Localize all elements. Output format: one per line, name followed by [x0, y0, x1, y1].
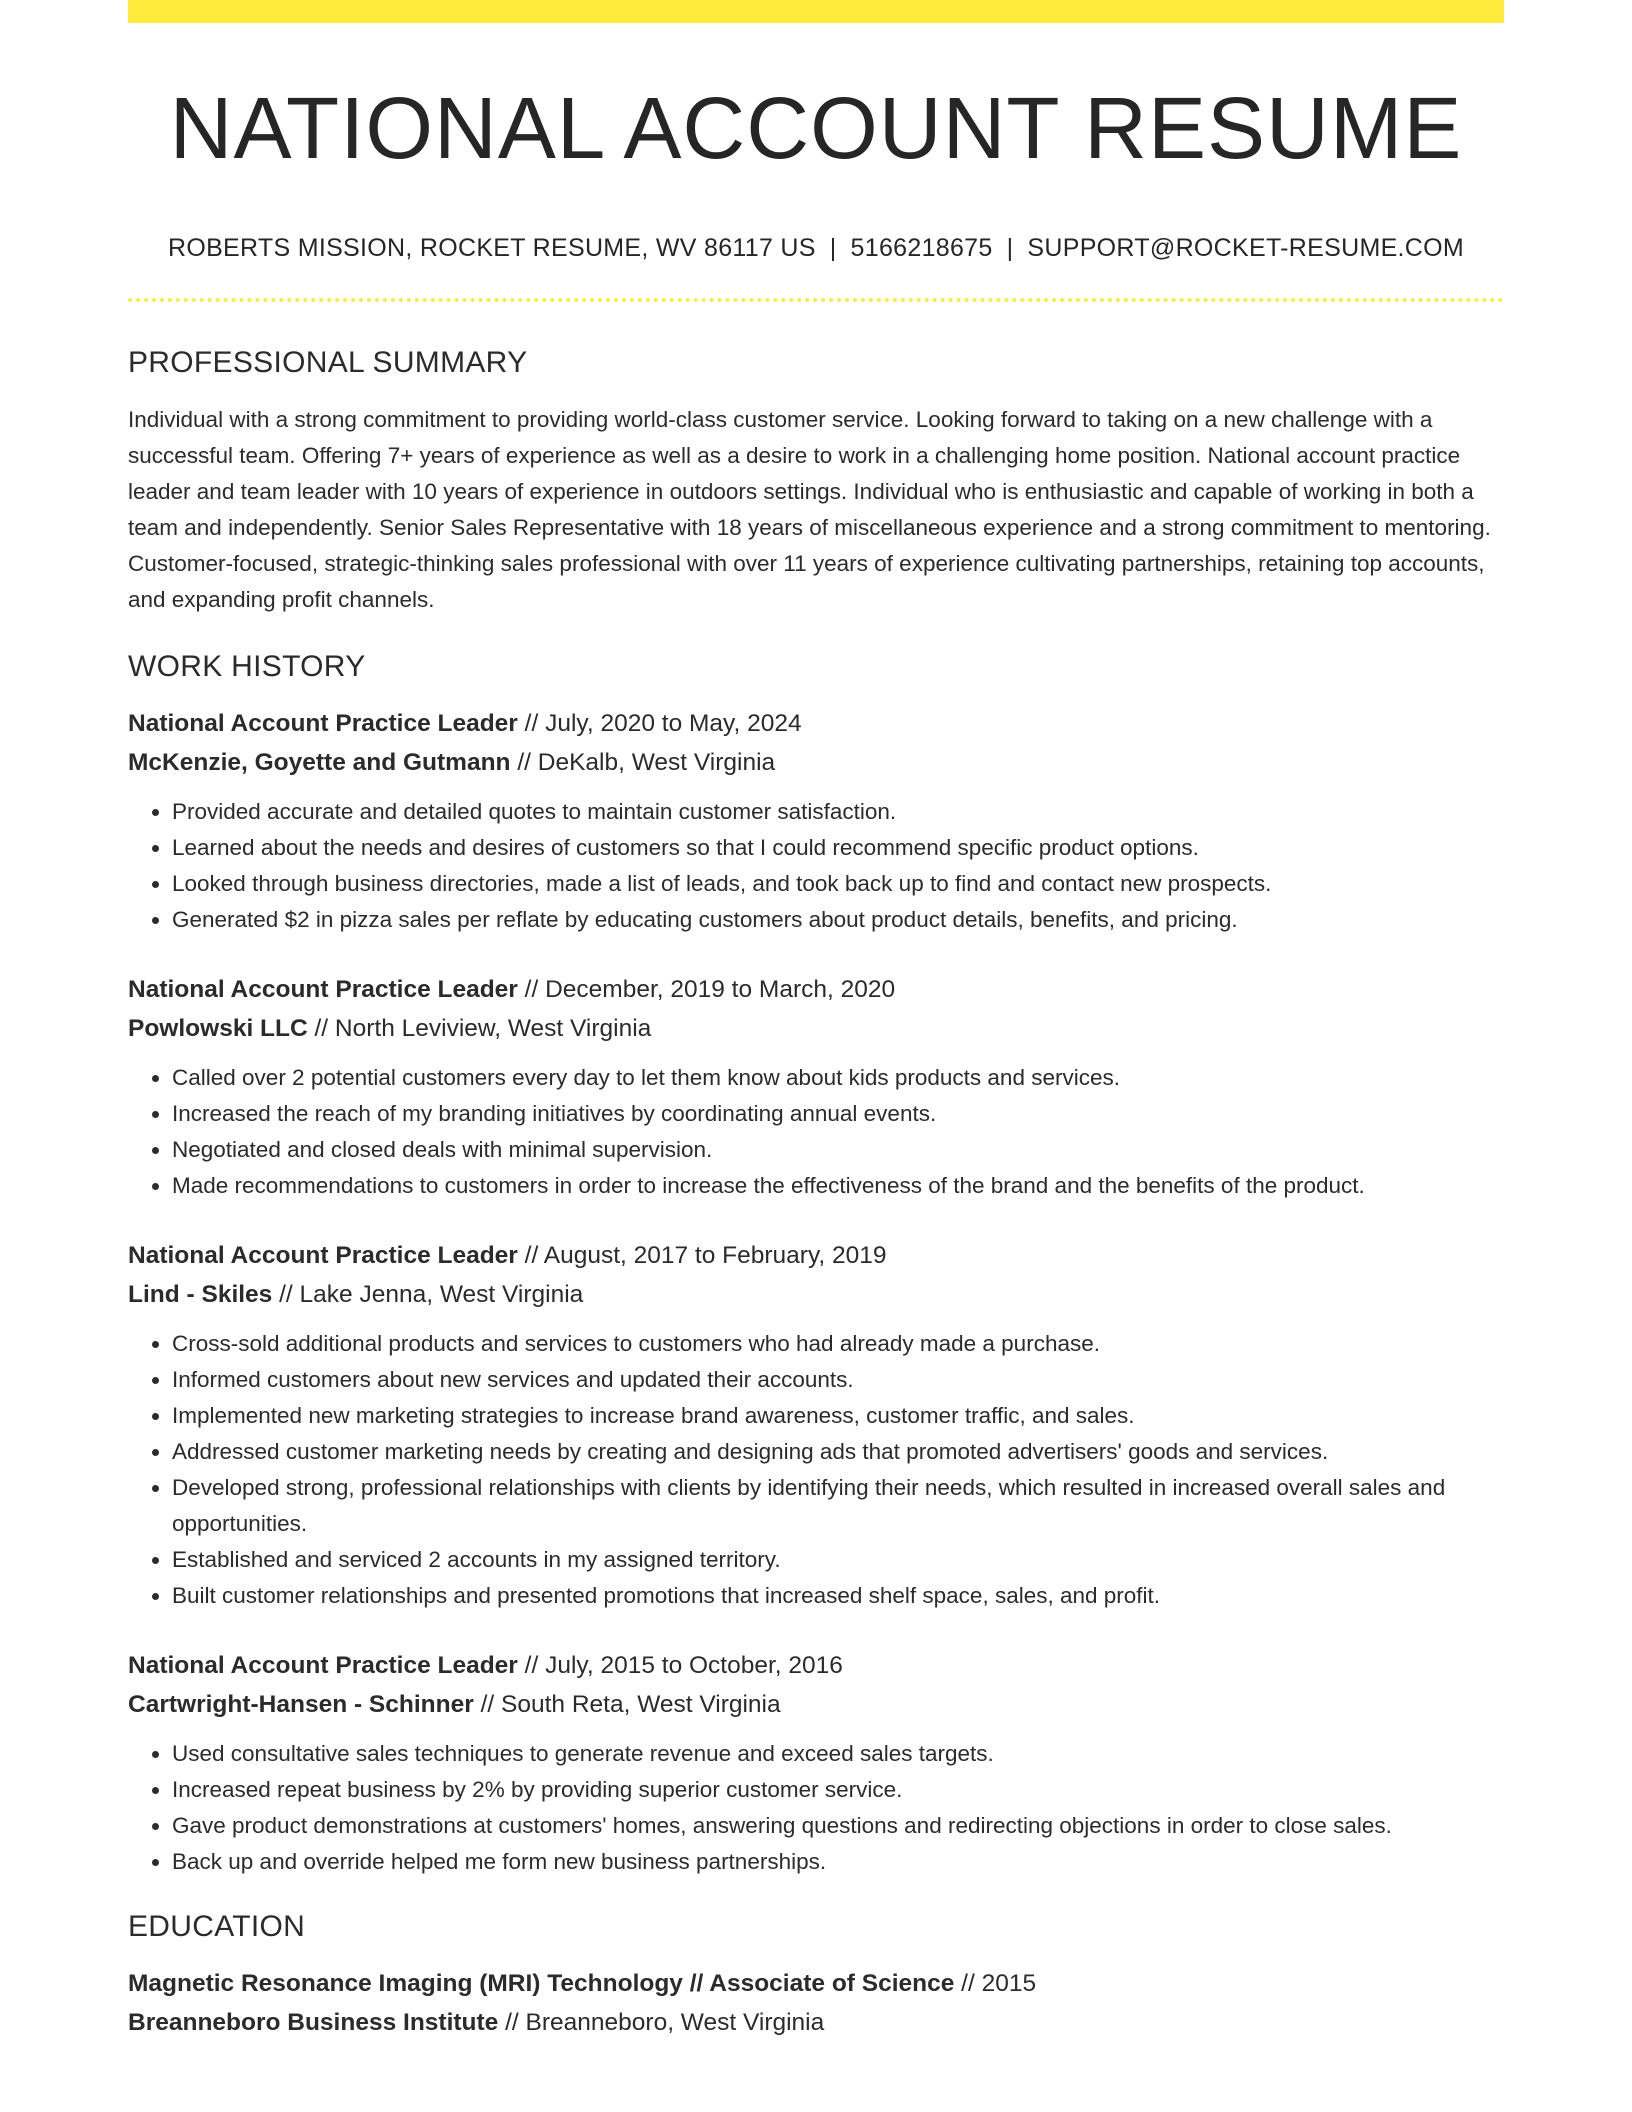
job-bullet: • Cross-sold additional products and services to customers who had already made a purchase.	[172, 1326, 1504, 1362]
education-list	[128, 1964, 1504, 2042]
education-year: // 2015	[954, 1970, 1037, 1998]
job-dates: // December, 2019 to March, 2020	[517, 976, 896, 1004]
job-bullet: • Increased the reach of my branding initiatives by coordinating annual events.	[172, 1096, 1504, 1132]
summary-heading: PROFESSIONAL SUMMARY	[128, 346, 528, 380]
job-title: National Account Practice Leader	[128, 1652, 518, 1680]
education-location: // Breanneboro, West Virginia	[498, 2009, 825, 2037]
job-entry	[128, 970, 1504, 1204]
job-title: National Account Practice Leader	[128, 710, 518, 738]
job-location: // Lake Jenna, West Virginia	[272, 1281, 584, 1309]
accent-bar	[128, 0, 1504, 23]
jobs-list	[128, 704, 1504, 1880]
job-bullet: • Negotiated and closed deals with minimal supervision.	[172, 1132, 1504, 1168]
job-bullet: • Built customer relationships and presented promotions that increased shelf space, sales, and profit.	[172, 1578, 1504, 1614]
job-bullet: • Generated $2 in pizza sales per reflate by educating customers about product details, benefits, and pricing.	[172, 902, 1504, 938]
job-bullet: • Made recommendations to customers in order to increase the effectiveness of the brand and the benefits of the product.	[172, 1168, 1504, 1204]
job-company-line	[128, 743, 1504, 782]
job-bullet: • Addressed customer marketing needs by creating and designing ads that promoted advertisers' goods and services.	[172, 1434, 1504, 1470]
job-company-line	[128, 1009, 1504, 1048]
contact-address: ROBERTS MISSION, ROCKET RESUME, WV 86117 US	[167, 234, 816, 263]
job-location: // North Leviview, West Virginia	[307, 1015, 652, 1043]
job-title: National Account Practice Leader	[128, 976, 518, 1004]
job-bullet: • Established and serviced 2 accounts in my assigned territory.	[172, 1542, 1504, 1578]
education-school-line	[128, 2003, 1504, 2042]
job-bullet: • Provided accurate and detailed quotes to maintain customer satisfaction.	[172, 794, 1504, 830]
resume-page	[128, 0, 1504, 2042]
job-company: Cartwright-Hansen - Schinner	[128, 1691, 474, 1719]
job-entry	[128, 1646, 1504, 1880]
job-company-line	[128, 1275, 1504, 1314]
contact-phone: 5166218675	[850, 234, 993, 263]
job-bullet: • Learned about the needs and desires of customers so that I could recommend specific product options.	[172, 830, 1504, 866]
job-title: National Account Practice Leader	[128, 1242, 518, 1270]
dotted-divider	[128, 298, 1504, 302]
contact-line	[128, 234, 1504, 263]
contact-separator: |	[1006, 234, 1014, 263]
job-title-line	[128, 970, 1504, 1009]
job-bullets	[128, 794, 1504, 938]
job-bullet: • Implemented new marketing strategies to increase brand awareness, customer traffic, and sales.	[172, 1398, 1504, 1434]
contact-email: SUPPORT@ROCKET-RESUME.COM	[1027, 234, 1465, 263]
job-location: // DeKalb, West Virginia	[510, 749, 776, 777]
job-dates: // July, 2015 to October, 2016	[517, 1652, 843, 1680]
job-bullets	[128, 1736, 1504, 1880]
job-dates: // July, 2020 to May, 2024	[517, 710, 802, 738]
job-bullet: • Looked through business directories, made a list of leads, and took back up to find and contact new prospects.	[172, 866, 1504, 902]
job-bullet: • Informed customers about new services and updated their accounts.	[172, 1362, 1504, 1398]
job-company: Powlowski LLC	[128, 1015, 308, 1043]
work-history-heading: WORK HISTORY	[128, 650, 366, 684]
job-bullet: • Increased repeat business by 2% by providing superior customer service.	[172, 1772, 1504, 1808]
job-title-line	[128, 704, 1504, 743]
job-entry	[128, 1236, 1504, 1614]
job-title-line	[128, 1646, 1504, 1685]
education-heading: EDUCATION	[128, 1910, 306, 1944]
job-bullet: • Called over 2 potential customers every day to let them know about kids products and services.	[172, 1060, 1504, 1096]
job-location: // South Reta, West Virginia	[473, 1691, 781, 1719]
job-entry	[128, 704, 1504, 938]
summary-text: Individual with a strong commitment to providing world-class customer service. Looking forward to taking on a new challenge with a successful team. Offering 7+ years of experience as well as a desire to work in a challenging home position. National account practice leader and team leader with 10 years of experience in outdoors settings. Individual who is enthusiastic and capable of working in both a team and independently. Senior Sales Representative with 18 years of miscellaneous experience and a strong commitment to mentoring. Customer-focused, strategic-thinking sales professional with over 11 years of experience cultivating partnerships, retaining top accounts, and expanding profit channels.	[128, 407, 1491, 613]
job-bullets	[128, 1326, 1504, 1614]
education-school: Breanneboro Business Institute	[128, 2009, 499, 2037]
job-company: Lind - Skiles	[128, 1281, 273, 1309]
education-degree-line	[128, 1964, 1504, 2003]
job-title-line	[128, 1236, 1504, 1275]
resume-title: NATIONAL ACCOUNT RESUME	[169, 80, 1463, 177]
education-degree: Magnetic Resonance Imaging (MRI) Technology // Associate of Science	[128, 1970, 955, 1998]
job-bullets	[128, 1060, 1504, 1204]
job-company-line	[128, 1685, 1504, 1724]
job-bullet: • Back up and override helped me form new business partnerships.	[172, 1844, 1504, 1880]
education-entry	[128, 1964, 1504, 2042]
job-dates: // August, 2017 to February, 2019	[517, 1242, 887, 1270]
contact-separator: |	[829, 234, 837, 263]
job-company: McKenzie, Goyette and Gutmann	[128, 749, 511, 777]
job-bullet: • Gave product demonstrations at customers' homes, answering questions and redirecting objections in order to close sales.	[172, 1808, 1504, 1844]
job-bullet: • Developed strong, professional relationships with clients by identifying their needs, which resulted in increased overall sales and opportunities.	[172, 1470, 1504, 1542]
job-bullet: • Used consultative sales techniques to generate revenue and exceed sales targets.	[172, 1736, 1504, 1772]
